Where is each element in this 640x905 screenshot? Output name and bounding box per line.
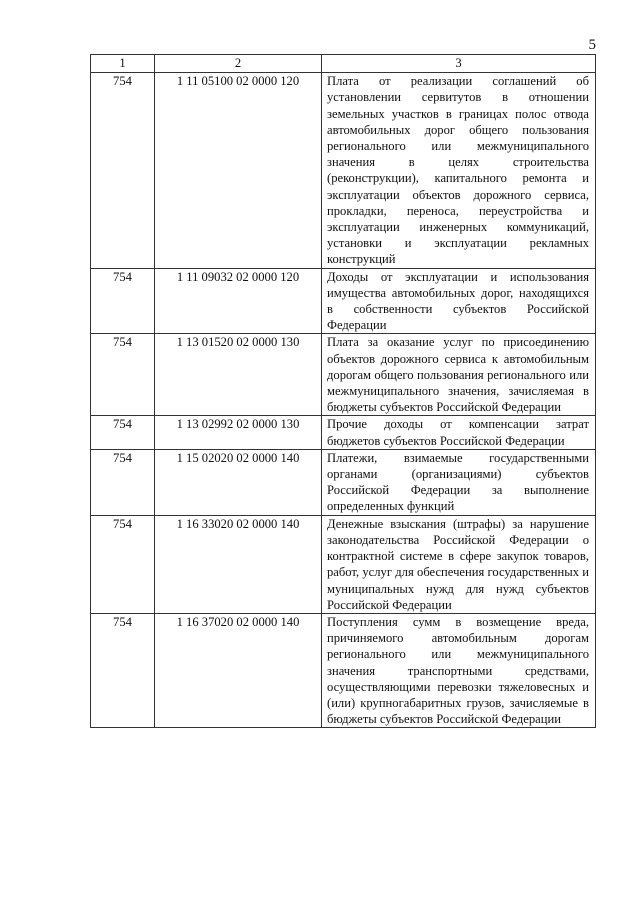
column-header-1: 1: [91, 55, 155, 73]
admin-code-cell: 754: [91, 268, 155, 334]
admin-code-cell: 754: [91, 416, 155, 449]
table-header-row: [91, 55, 596, 73]
revenue-codes-table: [90, 54, 596, 728]
revenue-description-cell: Доходы от эксплуатации и использования имущества автомобильных дорог, находящихся в собственности субъектов Российской Федерации: [322, 268, 596, 334]
revenue-code-cell: 1 16 33020 02 0000 140: [155, 515, 322, 613]
table-row: [91, 416, 596, 449]
revenue-code-cell: 1 16 37020 02 0000 140: [155, 613, 322, 727]
revenue-code-cell: 1 11 09032 02 0000 120: [155, 268, 322, 334]
column-header-2: 2: [155, 55, 322, 73]
table-row: [91, 334, 596, 416]
admin-code-cell: 754: [91, 449, 155, 515]
table-row: [91, 268, 596, 334]
revenue-description-cell: Денежные взыскания (штрафы) за нарушение законодательства Российской Федерации о контрактной системе в сфере закупок товаров, работ, услуг для обеспечения государственных и муниципальных нужд для нужд субъектов Российской Федерации: [322, 515, 596, 613]
table-row: [91, 515, 596, 613]
admin-code-cell: 754: [91, 73, 155, 268]
admin-code-cell: 754: [91, 613, 155, 727]
table-row: [91, 613, 596, 727]
revenue-description-cell: Поступления сумм в возмещение вреда, причиняемого автомобильным дорогам регионального или межмуниципального значения транспортными средствами, осуществляющими перевозки тяжеловесных и (или) крупногабаритных грузов, зачисляемые в бюджеты субъектов Российской Федерации: [322, 613, 596, 727]
revenue-description-cell: Прочие доходы от компенсации затрат бюджетов субъектов Российской Федерации: [322, 416, 596, 449]
revenue-description-cell: Плата за оказание услуг по присоединению объектов дорожного сервиса к автомобильным дорогам общего пользования регионального или межмуниципального значения, зачисляемая в бюджеты субъектов Российской Федерации: [322, 334, 596, 416]
column-header-3: 3: [322, 55, 596, 73]
revenue-code-cell: 1 13 01520 02 0000 130: [155, 334, 322, 416]
page-number: 5: [588, 37, 596, 53]
admin-code-cell: 754: [91, 334, 155, 416]
table-row: [91, 449, 596, 515]
admin-code-cell: 754: [91, 515, 155, 613]
revenue-description-cell: Платежи, взимаемые государственными органами (организациями) субъектов Российской Федерации за выполнение определенных функций: [322, 449, 596, 515]
revenue-code-cell: 1 13 02992 02 0000 130: [155, 416, 322, 449]
revenue-code-cell: 1 15 02020 02 0000 140: [155, 449, 322, 515]
revenue-code-cell: 1 11 05100 02 0000 120: [155, 73, 322, 268]
revenue-description-cell: Плата от реализации соглашений об установлении сервитутов в отношении земельных участков в границах полос отвода автомобильных дорог общего пользования регионального или межмуниципального значения в целях строительства (реконструкции), капитального ремонта и эксплуатации объектов дорожного сервиса, прокладки, переноса, переустройства и эксплуатации инженерных коммуникаций, установки и эксплуатации рекламных конструкций: [322, 73, 596, 268]
table-row: [91, 73, 596, 268]
